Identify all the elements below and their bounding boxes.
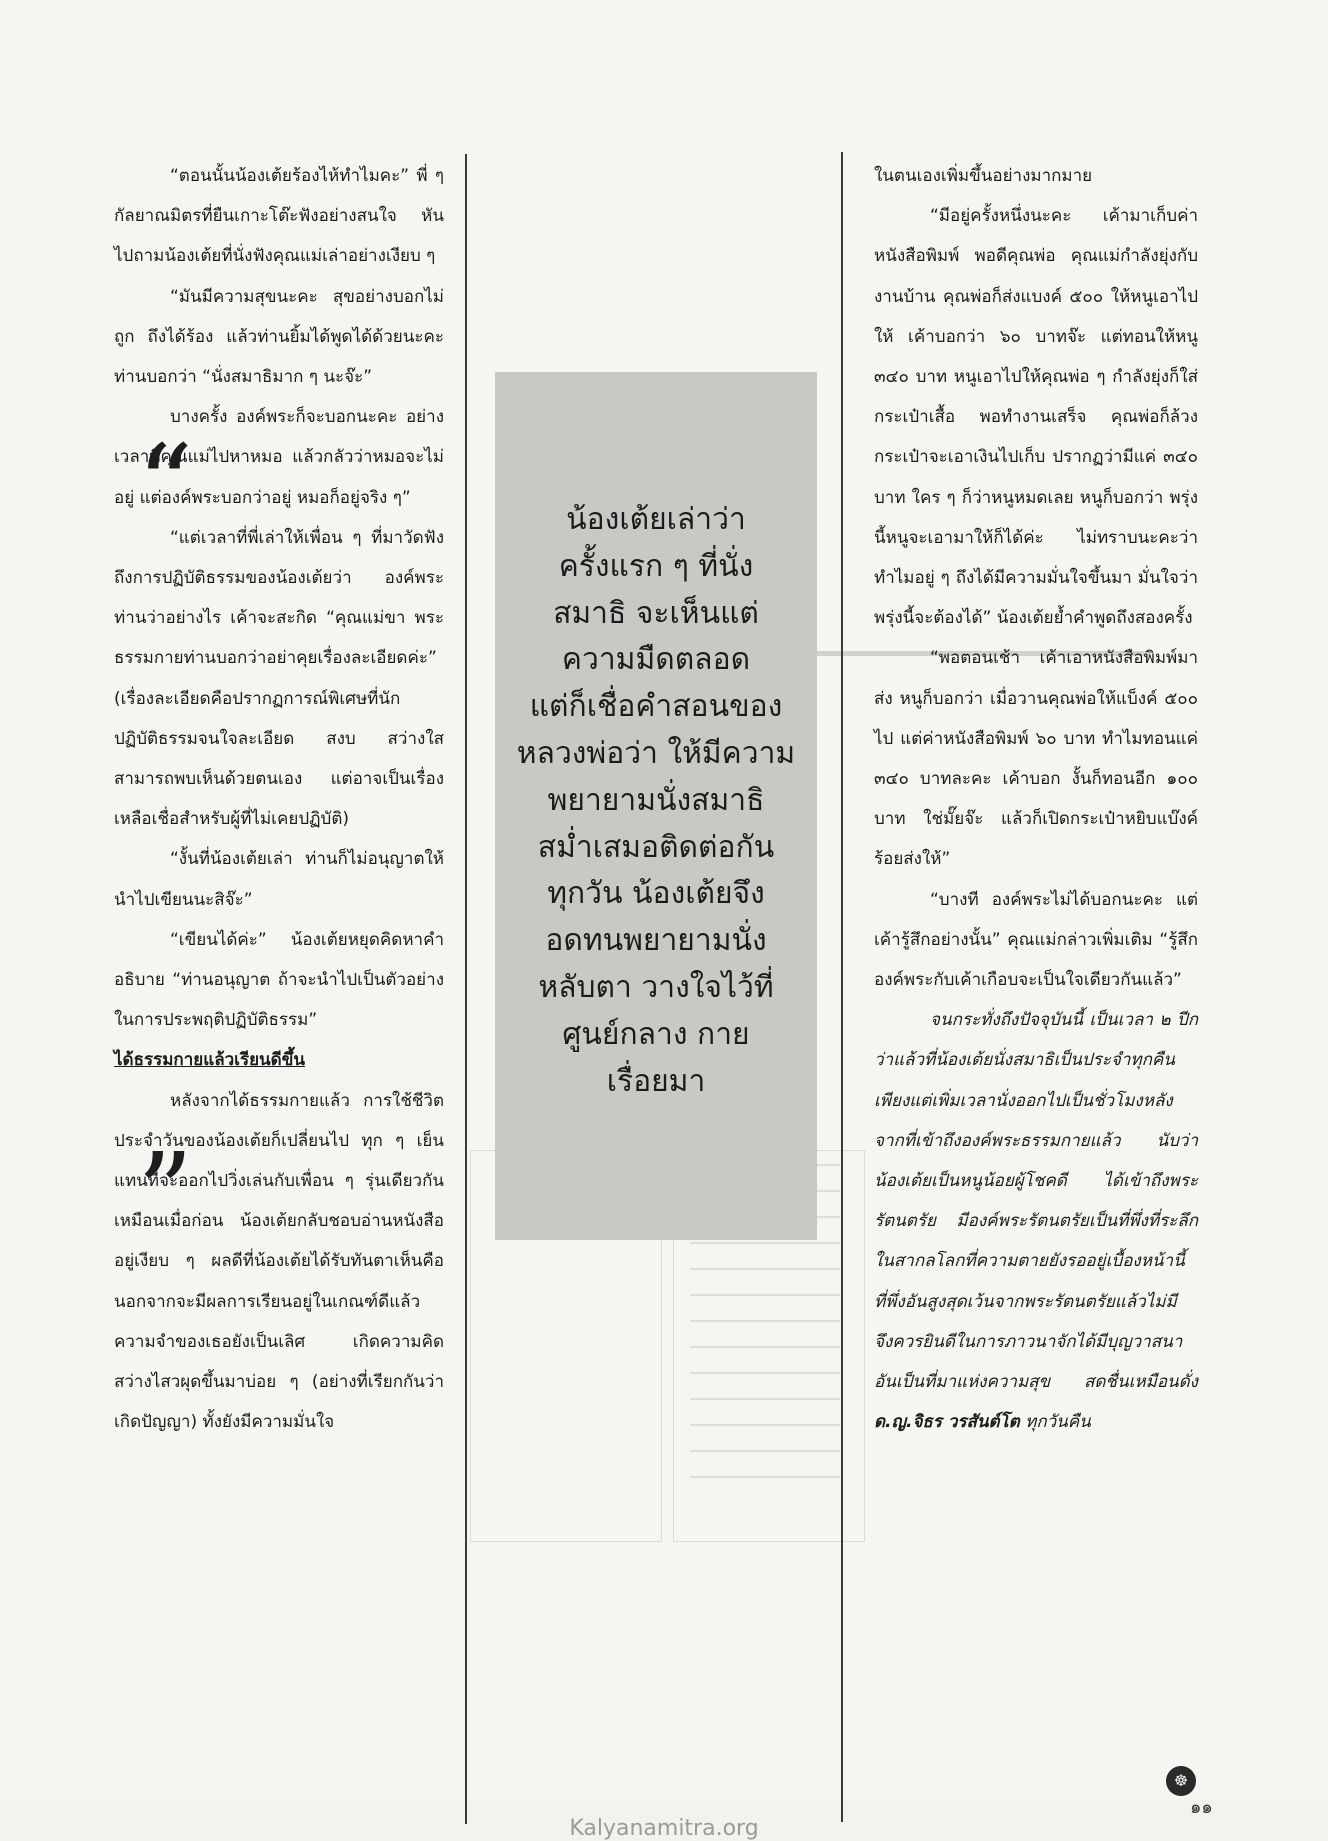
open-quote-icon: “ [136, 421, 186, 549]
pull-quote-text [495, 497, 817, 1105]
column-divider-right [841, 152, 843, 1822]
paragraph: “แต่เวลาที่พี่เล่าให้เพื่อน ๆ ที่มาวัดฟังถึงการปฏิบัติธรรมของน้องเต้ยว่า องค์พระท่านว่าอย่างไร เค้าจะสะกิด “คุณแม่ขา พระธรรมกายท่านบอกว่าอย่าคุยเรื่องละเอียดค่ะ” (เรื่องละเอียดคือปรากฏการณ์พิเศษที่นักปฏิบัติธรรมจนใจละเอียด สงบ สว่างใส สามารถพบเห็นด้วยตนเอง แต่อาจเป็นเรื่องเหลือเชื่อสำหรับผู้ที่ไม่เคยปฏิบัติ) [114, 527, 444, 830]
closing-text-end: ทุกวันคืน [1025, 1412, 1091, 1433]
pull-quote-line: ทุกวัน น้องเต้ยจึง [547, 876, 765, 912]
paragraph: “งั้นที่น้องเต้ยเล่า ท่านก็ไม่อนุญาตให้นำไปเขียนนะสิจ๊ะ” [114, 849, 444, 910]
paragraph: “พอตอนเช้า เค้าเอาหนังสือพิมพ์มาส่ง หนูก็บอกว่า เมื่อวานคุณพ่อให้แบ็งค์ ๕๐๐ ไป แต่ค่าหนังสือพิมพ์ ๖๐ บาท ทำไมทอนแค่ ๓๔๐ บาทละคะ เค้าบอก งั้นก็ทอนอีก ๑๐๐ บาท ใช่มั๊ยจ๊ะ แล้วก็เปิดกระเป๋าหยิบแบ๊งค์ร้อยส่งให้” [874, 648, 1198, 870]
pull-quote-line: พยายามนั่งสมาธิ [547, 782, 765, 818]
paragraph: “ตอนนั้นน้องเต้ยร้องไห้ทำไมคะ” พี่ ๆ กัลยาณมิตรที่ยืนเกาะโต๊ะฟังอย่างสนใจ หันไปถามน้องเต้ยที่นั่งฟังคุณแม่เล่าอย่างเงียบ ๆ [114, 166, 444, 267]
right-column [874, 156, 1198, 1443]
pull-quote-line: หลวงพ่อว่า ให้มีความ [516, 735, 796, 771]
end-mark-icon: ☸ [1166, 1766, 1196, 1796]
column-divider-left [465, 154, 467, 1824]
paragraph: “มีอยู่ครั้งหนึ่งนะคะ เค้ามาเก็บค่าหนังสือพิมพ์ พอดีคุณพ่อ คุณแม่กำลังยุ่งกับงานบ้าน คุณพ่อก็ส่งแบงค์ ๕๐๐ ให้หนูเอาไปให้ เค้าบอกว่า ๖๐ บาทจ๊ะ แต่ทอนให้หนู ๓๔๐ บาท หนูเอาไปให้คุณพ่อ ๆ กำลังยุ่งก็ใส่กระเป๋าเสื้อ พอทำงานเสร็จ คุณพ่อก็ล้วงกระเป๋าจะเอาเงินไปเก็บ ปรากฏว่ามีแค่ ๓๔๐ บาท ใคร ๆ ก็ว่าหนูหมดเลย หนูก็บอกว่า พรุ่งนี้หนูจะเอามาให้ก็ได้ค่ะ ไม่ทราบนะคะว่าทำไมอยู่ ๆ ถึงได้มีความมั่นใจขึ้นมา มั่นใจว่า พรุ่งนี้จะต้องได้” น้องเต้ยย้ำคำพูดถึงสองครั้ง [874, 206, 1198, 629]
section-heading: ได้ธรรมกายแล้วเรียนดีขึ้น [114, 1050, 305, 1071]
paragraph: หลังจากได้ธรรมกายแล้ว การใช้ชีวิตประจำวันของน้องเต้ยก็เปลี่ยนไป ทุก ๆ เย็น แทนที่จะออกไปวิ่งเล่นกับเพื่อน ๆ รุ่นเดียวกันเหมือนเมื่อก่อน น้องเต้ยกลับชอบอ่านหนังสืออยู่เงียบ ๆ ผลดีที่น้องเต้ยได้รับทันตาเห็นคือ นอกจากจะมีผลการเรียนอยู่ในเกณฑ์ดีแล้ว ความจำของเธอยังเป็นเลิศ เกิดความคิดสว่างไสวผุดขึ้นมาบ่อย ๆ (อย่างที่เรียกกันว่า เกิดปัญญา) ทั้งยังมีความมั่นใจ [114, 1090, 444, 1433]
paragraph: “มันมีความสุขนะคะ สุขอย่างบอกไม่ถูก ถึงได้ร้อง แล้วท่านยิ้มได้พูดได้ด้วยนะคะ ท่านบอกว่า “นั่งสมาธิมาก ๆ นะจ๊ะ” [114, 286, 444, 388]
author-name: ด.ญ.จิธร วรสันต์โต [874, 1412, 1020, 1433]
pull-quote-line: อดทนพยายามนั่ง [545, 923, 767, 959]
paragraph: “บางที องค์พระไม่ได้บอกนะคะ แต่เค้ารู้สึกอย่างนั้น” คุณแม่กล่าวเพิ่มเติม “รู้สึกองค์พระกับเค้าเกือบจะเป็นใจเดียวกันแล้ว” [874, 889, 1198, 991]
pull-quote-line: สม่ำเสมอติดต่อกัน [537, 829, 775, 865]
pull-quote-line: สมาธิ จะเห็นแต่ [553, 595, 759, 631]
pull-quote-line: หลับตา วางใจไว้ที่ [538, 969, 774, 1005]
paragraph: “เขียนได้ค่ะ” น้องเต้ยหยุดคิดหาคำอธิบาย “ท่านอนุญาต ถ้าจะนำไปเป็นตัวอย่างในการประพฤติปฏิบัติธรรม” [114, 929, 444, 1031]
paragraph: ในตนเองเพิ่มขึ้นอย่างมากมาย [874, 166, 1093, 186]
pull-quote-line: ความมืดตลอด [561, 642, 751, 678]
pull-quote-line: ครั้งแรก ๆ ที่นั่ง [558, 548, 754, 584]
closing-paragraph [874, 1000, 1198, 1442]
pull-quote-line: ศูนย์กลาง กาย [562, 1016, 750, 1052]
pull-quote-line: เรื่อยมา [606, 1063, 706, 1099]
pull-quote-line: แต่ก็เชื่อคำสอนของ [529, 689, 783, 725]
close-quote-icon: ” [136, 1129, 186, 1257]
page-number: ๑๑ [1190, 1797, 1213, 1818]
watermark: Kalyanamitra.org [569, 1816, 759, 1841]
pull-quote-line: น้องเต้ยเล่าว่า [566, 502, 746, 537]
paragraph: บางครั้ง องค์พระก็จะบอกนะคะ อย่างเวลาที่คุณแม่ไปหาหมอ แล้วกลัวว่าหมอจะไม่อยู่ แต่องค์พระบอกว่าอยู่ หมอก็อยู่จริง ๆ” [114, 407, 444, 508]
closing-text: จนกระทั่งถึงปัจจุบันนี้ เป็นเวลา ๒ ปีกว่าแล้วที่น้องเต้ยนั่งสมาธิเป็นประจำทุกคืน เพียงแต่เพิ่มเวลานั่งออกไปเป็นชั่วโมงหลังจากที่เข้าถึงองค์พระธรรมกายแล้ว นับว่า น้องเต้ยเป็นหนูน้อยผู้โชคดี ได้เข้าถึงพระรัตนตรัย มีองค์พระรัตนตรัยเป็นที่พึ่งที่ระลึกในสากลโลกที่ความตายยังรออยู่เบื้องหน้านี้ ที่พึ่งอันสูงสุดเว้นจากพระรัตนตรัยแล้วไม่มี จึงควรยินดีในการภาวนาจักได้มีบุญวาสนาอันเป็นที่มาแห่งความสุข สดชื่นเหมือนดั่ง [874, 1010, 1198, 1393]
